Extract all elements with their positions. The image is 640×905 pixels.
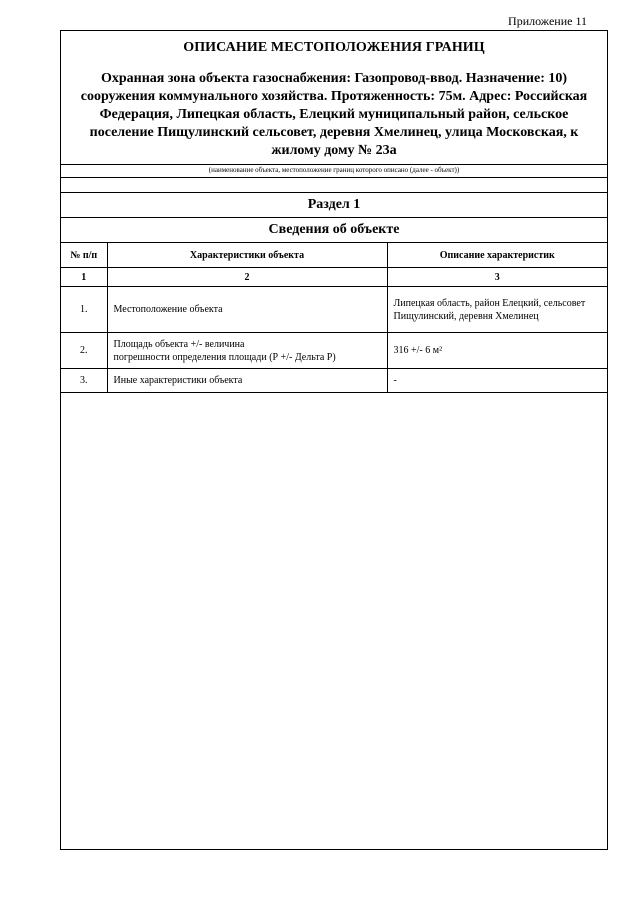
appendix-label: Приложение 11 <box>508 14 587 28</box>
object-info-table <box>61 242 607 393</box>
row-number: 2. <box>61 333 107 369</box>
table-row <box>61 333 607 369</box>
spacer <box>61 178 607 192</box>
row-description: Липецкая область, район Елецкий, сельсовет Пищулинский, деревня Хмелинец <box>387 287 607 333</box>
table-index-row <box>61 268 607 287</box>
row-description: 316 +/- 6 м² <box>387 333 607 369</box>
table-row <box>61 369 607 393</box>
section-title: Раздел 1 <box>307 197 361 212</box>
row-characteristic: Местоположение объекта <box>107 287 387 333</box>
document-frame <box>60 30 608 850</box>
object-caption: (наименование объекта, местоположение границ которого описано (далее - объект)) <box>208 166 460 174</box>
col-header-description: Описание характеристик <box>387 243 607 268</box>
section-subtitle: Сведения об объекте <box>268 222 400 237</box>
row-number: 1. <box>61 287 107 333</box>
index-cell: 2 <box>107 268 387 287</box>
row-description: - <box>387 369 607 393</box>
col-header-num: № п/п <box>61 243 107 268</box>
index-cell: 3 <box>387 268 607 287</box>
doc-title: ОПИСАНИЕ МЕСТОПОЛОЖЕНИЯ ГРАНИЦ <box>183 40 485 55</box>
row-number: 3. <box>61 369 107 393</box>
col-header-characteristic: Характеристики объекта <box>107 243 387 268</box>
table-row <box>61 287 607 333</box>
index-cell: 1 <box>61 268 107 287</box>
table-header-row <box>61 243 607 268</box>
doc-subtitle: Охранная зона объекта газоснабжения: Газопровод-ввод. Назначение: 10) сооружения коммунального хозяйства. Протяженность: 75м. Адрес: Российская Федерация, Липецкая область, Елецкий муниципальный район, сельское поселение Пищулинский сельсовет, деревня Хмелинец, улица Московская, к жилому дому № 23а <box>80 71 588 158</box>
row-characteristic: Площадь объекта +/- величина погрешности определения площади (Р +/- Дельта Р) <box>107 333 387 369</box>
row-characteristic: Иные характеристики объекта <box>107 369 387 393</box>
